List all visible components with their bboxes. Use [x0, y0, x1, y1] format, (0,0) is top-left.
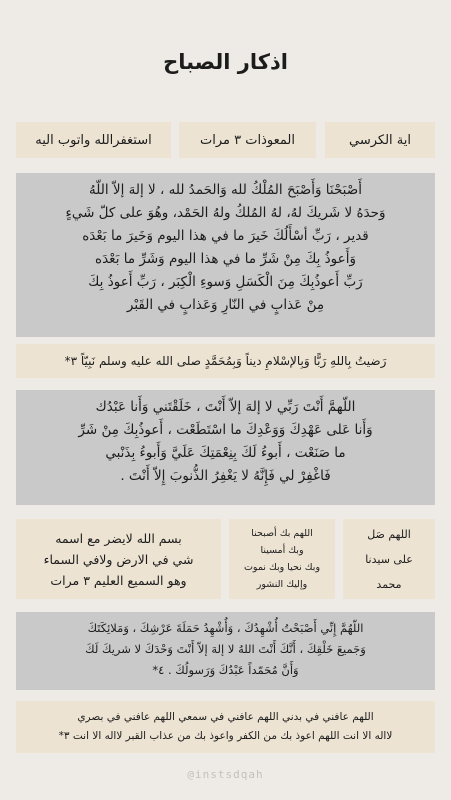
- dhikr-line: وَأَنا عَلى عَهْدِكَ وَوَعْدِكَ ما اسْتَطَعْت ، أَعوذُبِكَ مِنْ شَرِّ: [78, 422, 373, 438]
- dhikr-sayyid-al-istighfar: [16, 390, 435, 505]
- dhikr-line: مِنْ عَذابٍ في النّارِ وَعَذابٍ في القَبْر: [126, 297, 325, 313]
- dhikr-line: رَضيتُ بِاللهِ رَبًّا وَبِالإسْلامِ ديناً وَبِمُحَمَّدٍ صلى الله عليه وسلم نَبِيّاً ٣*: [64, 354, 387, 368]
- card-bismillah: [16, 519, 221, 599]
- card-line: وبك أمسينا: [260, 545, 304, 556]
- card-line: اللهم بك أصبحنا: [251, 528, 313, 539]
- dhikr-line: اللهم عافني في بدني اللهم عافني في سمعي اللهم عافني في بصري: [77, 711, 374, 723]
- card-line: وإليك النشور: [256, 579, 308, 590]
- dhikr-raditu: [16, 344, 435, 378]
- dhikr-line: ما صَنَعْت ، أَبوءُ لَكَ بِنِعْمَتِكَ عَلَيَّ وَأَبوءُ بِذَنْبي: [105, 445, 346, 461]
- dhikr-line: وَجَميعَ خَلْقِكَ ، أَنَّكَ أَنْتَ اللهُ لا إلهَ إلاّ أَنْتَ وَحْدَكَ لا شريكَ لَكَ: [85, 642, 366, 656]
- card-salawat: [343, 519, 435, 599]
- card-line: على سيدنا: [365, 552, 413, 566]
- dhikr-line: فَاغْفِرْ لي فَإِنَّهُ لا يَغْفِرُ الذُّنوبَ إِلاّ أَنْتَ .: [120, 468, 331, 484]
- dhikr-ushhiduk: [16, 612, 435, 690]
- tab-istighfar[interactable]: [16, 122, 171, 158]
- tab-muawwidhat[interactable]: [179, 122, 316, 158]
- card-line: وبك نحيا وبك نموت: [243, 562, 321, 573]
- tab-muawwidhat-label: المعوذات ٣ مرات: [200, 132, 295, 148]
- dhikr-line: أَصْبَحْنَا وَأَصْبَحَ المُلْكُ لله وَالحَمدُ لله ، لا إلهَ إلاّ اللّهُ: [89, 182, 362, 198]
- dhikr-line: اللّهُمَّ إِنِّي أَصْبَحْتُ أُشْهِدُكَ ، وَأُشْهِدُ حَمَلَةَ عَرْشِكَ ، وَمَلائِكَتَكَ: [87, 621, 364, 635]
- dhikr-line: رَبِّ أَعوذُبِكَ مِنَ الْكَسَلِ وَسوءِ الْكِبَر ، رَبِّ أَعوذُ بِكَ: [88, 274, 363, 290]
- dhikr-line: اللّهمَّ أَنْتَ رَبِّي لا إلهَ إلاّ أَنْتَ ، خَلَقْتَني وَأَنا عَبْدُك: [95, 399, 356, 415]
- page-title: اذكار الصباح: [163, 50, 288, 74]
- card-allahumma-bika: [229, 519, 335, 599]
- dhikr-line: وَحدَهُ لا شَريكَ لهُ، لهُ المُلكُ ولهُ الحَمْد، وهُوَ على كلّ شَيءٍ: [65, 205, 386, 221]
- card-line: وهو السميع العليم ٣ مرات: [50, 572, 187, 588]
- tab-ayat-alkursi[interactable]: [325, 122, 435, 158]
- card-line: بسم الله لايضر مع اسمه: [55, 530, 182, 546]
- dhikr-line: وَأَعوذُ بِكَ مِنْ شَرِّ ما في هذا اليوم وَشَرِّ ما بَعْدَه: [95, 251, 356, 267]
- dhikr-line: لااله الا انت اللهم اعوذ بك من الكفر واعوذ بك من عذاب القبر لااله الا انت ٣*: [58, 730, 393, 742]
- card-line: اللهم صَل: [367, 527, 411, 541]
- card-line: شي في الارض ولافي السماء: [43, 551, 194, 567]
- dhikr-line: قدير ، رَبِّ أسْأَلُكَ خَيرَ ما في هذا اليوم وَخَيرَ ما بَعْدَه: [82, 228, 369, 244]
- watermark: @instsdqah: [187, 768, 264, 781]
- tab-istighfar-label: استغفرالله واتوب اليه: [35, 132, 152, 148]
- dhikr-asbahna: [16, 173, 435, 337]
- dhikr-aafini: [16, 701, 435, 753]
- dhikr-line: وَأَنَّ مُحَمّداً عَبْدُكَ وَرَسولُكَ . ٤*: [152, 663, 299, 677]
- tab-ayat-alkursi-label: اية الكرسي: [349, 132, 411, 148]
- card-line: محمد: [376, 577, 402, 591]
